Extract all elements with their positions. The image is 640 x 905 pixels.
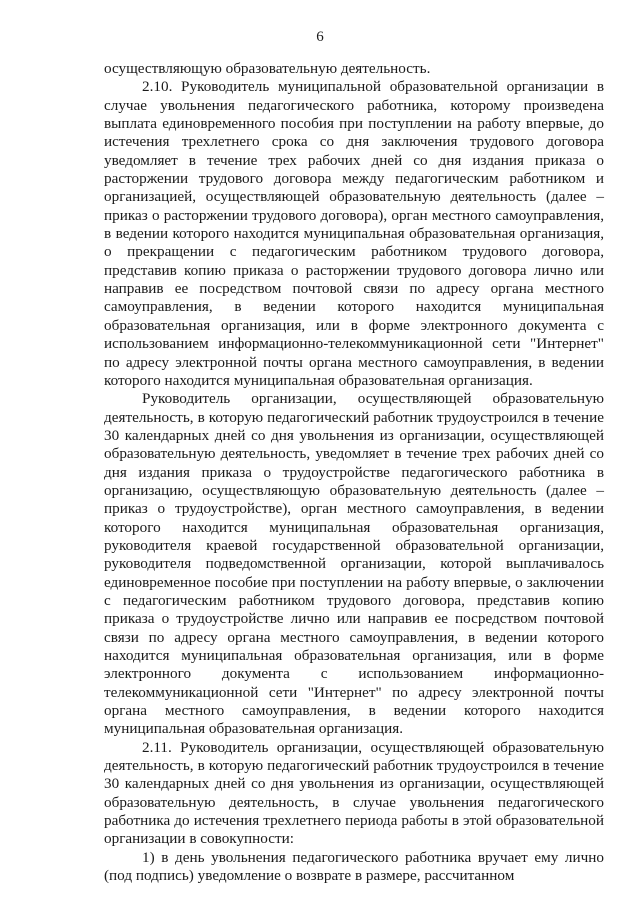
paragraph-2-10: 2.10. Руководитель муниципальной образовательной организации в случае увольнения педагогического работника, которому произведена выплата единовременного пособия при поступлении на работу впервые, до истечения трехлетнего срока со дня заключения трудового договора уведомляет в течение трех рабочих дней со дня издания приказа о расторжении трудового договора между педагогическим работником и организацией, осуществляющей образовательную деятельность (далее – приказ о расторжении трудового договора), орган местного самоуправления, в ведении которого находится муниципальная образовательная организация, о прекращении с педагогическим работником трудового договора, представив копию приказа о расторжении трудового договора лично или направив ее посредством почтовой связи по адресу органа местного самоуправления, в ведении которого находится муниципальная образовательная организация, или в форме электронного документа с использованием информационно-телекоммуникационной сети "Интернет" по адресу электронной почты органа местного самоуправления, в ведении которого находится муниципальная образовательная организация.: [104, 78, 604, 389]
paragraph-item-1: 1) в день увольнения педагогического работника вручает ему лично (под подпись) уведомление о возврате в размере, рассчитанном: [104, 848, 604, 885]
page-number: 6: [316, 29, 324, 45]
paragraph-2-11: 2.11. Руководитель организации, осуществляющей образовательную деятельность, в которую педагогический работник трудоустроился в течение 30 календарных дней со дня увольнения из организации, осуществляющей образовательную деятельность, в случае увольнения педагогического работника до истечения трехлетнего периода работы в этой образовательной организации в совокупности:: [104, 738, 604, 848]
paragraph-continuation: осуществляющую образовательную деятельность.: [104, 60, 431, 77]
document-body: [104, 60, 604, 885]
paragraph-organization-head: Руководитель организации, осуществляющей образовательную деятельность, в которую педагогический работник трудоустроился в течение 30 календарных дней со дня увольнения из организации, осуществляющей образовательную деятельность, уведомляет в течение трех рабочих дней со дня издания приказа о трудоустройстве педагогического работника в организацию, осуществляющую образовательную деятельность (далее – приказ о трудоустройстве), орган местного самоуправления, в ведении которого находится муниципальная образовательная организация, руководителя краевой государственной образовательной организации, руководителя подведомственной организации, которой выплачивалось единовременное пособие при поступлении на работу впервые, о заключении с педагогическим работником трудового договора, представив копию приказа о трудоустройстве лично или направив ее посредством почтовой связи по адресу органа местного самоуправления, в ведении которого находится муниципальная образовательная организация, или в форме электронного документа с использованием информационно-телекоммуникационной сети "Интернет" по адресу электронной почты органа местного самоуправления, в ведении которого находится муниципальная образовательная организация.: [104, 390, 604, 738]
